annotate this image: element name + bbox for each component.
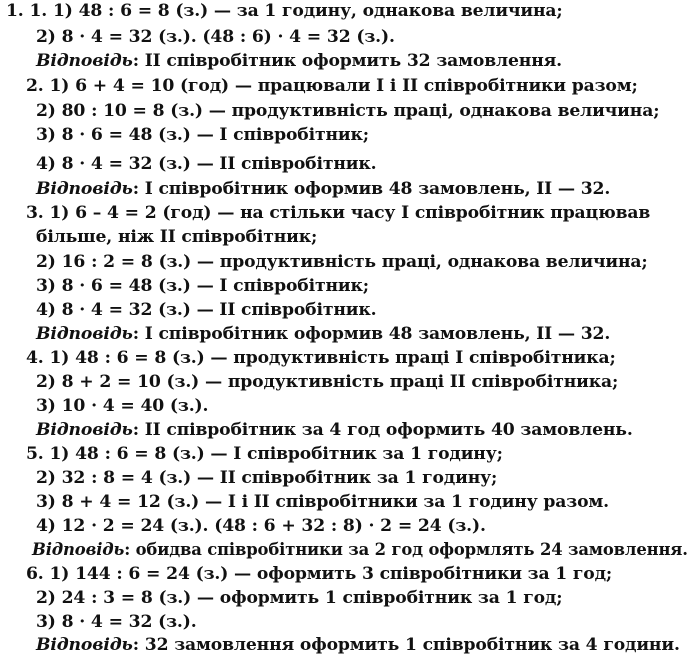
answer-text: : І співробітник оформив 48 замовлень, ІІ — 32.: [132, 324, 611, 344]
task-1-line-2: [36, 26, 395, 48]
task-6-line-3: [36, 611, 197, 633]
task-number: 2.: [26, 76, 44, 96]
line-text: 3) 8 + 4 = 12 (з.) — І і ІІ співробітники за 1 годину разом.: [36, 492, 610, 512]
answer-text: : ІІ співробітник за 4 год оформить 40 замовлень.: [132, 420, 633, 440]
task-2-line-4: [36, 153, 376, 175]
task-4-line-1: [26, 347, 616, 369]
task-5-line-4: [36, 515, 486, 537]
line-text: 2) 80 : 10 = 8 (з.) — продуктивність праці, однакова величина;: [36, 101, 660, 121]
line-text: 1) 144 : 6 = 24 (з.) — оформить 3 співробітники за 1 год;: [43, 564, 613, 584]
answer-label: Відповідь: [36, 324, 133, 344]
line-text: 3) 8 · 4 = 32 (з.).: [36, 612, 197, 632]
task-5-line-1: [26, 443, 503, 465]
line-text: 1) 6 + 4 = 10 (год) — працювали І і ІІ співробітники разом;: [43, 76, 638, 96]
task-2-answer: [36, 178, 610, 200]
line-text: 4) 8 · 4 = 32 (з.) — ІІ співробітник.: [36, 154, 377, 174]
line-text: 2) 32 : 8 = 4 (з.) — ІІ співробітник за 1 годину;: [36, 468, 498, 488]
line-text: 3) 10 · 4 = 40 (з.).: [36, 396, 209, 416]
line-text: 4) 12 · 2 = 24 (з.). (48 : 6 + 32 : 8) · 2 = 24 (з.).: [36, 516, 486, 536]
answer-text: : 32 замовлення оформить 1 співробітник за 4 години.: [132, 635, 680, 655]
line-text: 1) 6 – 4 = 2 (год) — на стільки часу І співробітник працював: [43, 203, 651, 223]
task-3-line-5: [36, 299, 376, 321]
task-4-line-3: [36, 395, 208, 417]
task-2-line-3: [36, 124, 369, 146]
task-5-answer: [32, 539, 688, 561]
task-number: 1. 1.: [6, 1, 48, 21]
line-text: 3) 8 · 6 = 48 (з.) — І співробітник;: [36, 276, 369, 296]
answer-label: Відповідь: [36, 420, 133, 440]
answer-label: Відповідь: [36, 51, 133, 71]
task-5-line-3: [36, 491, 609, 513]
answer-text: : обидва співробітники за 2 год оформлять 24 замовлення.: [124, 540, 688, 559]
answer-label: Відповідь: [36, 635, 133, 655]
task-number: 4.: [26, 348, 44, 368]
answer-label: Відповідь: [36, 179, 133, 199]
task-3-line-4: [36, 275, 369, 297]
line-text: 2) 16 : 2 = 8 (з.) — продуктивність праці, однакова величина;: [36, 252, 648, 272]
line-text: 1) 48 : 6 = 8 (з.) — продуктивність праці І співробітника;: [43, 348, 616, 368]
task-3-answer: [36, 323, 610, 345]
task-1-answer: [36, 50, 562, 72]
task-6-line-1: [26, 563, 612, 585]
task-number: 3.: [26, 203, 44, 223]
task-number: 5.: [26, 444, 44, 464]
task-2-line-1: [26, 75, 638, 97]
task-1-line-1: [6, 0, 563, 22]
task-4-answer: [36, 419, 633, 441]
line-text: 4) 8 · 4 = 32 (з.) — ІІ співробітник.: [36, 300, 377, 320]
line-text: 1) 48 : 6 = 8 (з.) — за 1 годину, однакова величина;: [47, 1, 563, 21]
task-3-line-1: [26, 202, 650, 224]
answer-label: Відповідь: [32, 540, 125, 559]
line-text: 2) 24 : 3 = 8 (з.) — оформить 1 співробітник за 1 год;: [36, 588, 563, 608]
line-text: 2) 8 · 4 = 32 (з.). (48 : 6) · 4 = 32 (з.).: [36, 27, 395, 47]
line-text: більше, ніж ІІ співробітник;: [36, 227, 318, 247]
answer-text: : І співробітник оформив 48 замовлень, ІІ — 32.: [132, 179, 611, 199]
task-6-line-2: [36, 587, 562, 609]
task-5-line-2: [36, 467, 497, 489]
line-text: 2) 8 + 2 = 10 (з.) — продуктивність праці ІІ співробітника;: [36, 372, 619, 392]
task-4-line-2: [36, 371, 618, 393]
task-6-answer: [36, 634, 680, 656]
task-3-line-2: [36, 226, 317, 248]
line-text: 1) 48 : 6 = 8 (з.) — І співробітник за 1 годину;: [43, 444, 503, 464]
line-text: 3) 8 · 6 = 48 (з.) — І співробітник;: [36, 125, 369, 145]
task-number: 6.: [26, 564, 44, 584]
task-3-line-3: [36, 251, 648, 273]
task-2-line-2: [36, 100, 659, 122]
answer-text: : ІІ співробітник оформить 32 замовлення.: [132, 51, 563, 71]
